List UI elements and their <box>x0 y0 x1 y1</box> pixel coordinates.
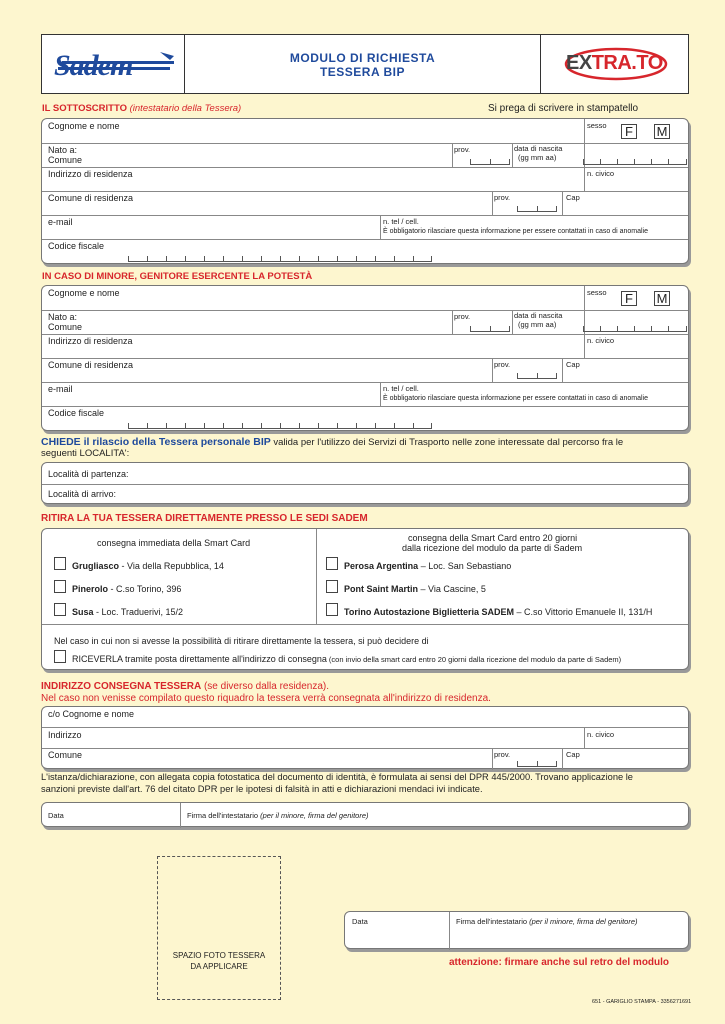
comune-res-label: Comune di residenza <box>48 360 134 370</box>
consegna-prov-input[interactable] <box>517 758 557 767</box>
susa-address: - Loc. Traduerivi, 15/2 <box>93 607 184 617</box>
obbligo-note: È obbligatorio rilasciare questa informazione per essere contattati in caso di anomalie <box>383 228 648 235</box>
col-divider <box>492 191 493 215</box>
torino-address: – C.so Vittorio Emanuele II, 131/H <box>514 607 653 617</box>
prov-res-input[interactable] <box>517 203 557 212</box>
row-divider <box>42 484 688 485</box>
header-title-line1: MODULO DI RICHIESTA <box>289 51 436 65</box>
firma-label-2-italic: (per il minore, firma del genitore) <box>527 917 638 926</box>
prov-res-input[interactable] <box>517 370 557 379</box>
section1-title-text: IL SOTTOSCRITTO <box>42 103 127 114</box>
perosa-name: Perosa Argentina <box>344 561 419 571</box>
extrato-logo <box>556 44 671 84</box>
extrato-to: .TO <box>631 52 663 74</box>
riceverla-small: (con invio della smart card entro 20 giorni dalla ricezione del modulo da parte di Sadem) <box>326 655 622 664</box>
foto-border <box>280 856 281 1000</box>
row-divider <box>42 191 688 192</box>
col-divider <box>452 310 453 334</box>
pinerolo-option <box>72 584 181 594</box>
pont-saint-martin-option <box>344 584 486 594</box>
foto-label <box>157 950 281 972</box>
consegna-civico-label: n. civico <box>587 730 615 739</box>
civico-label: n. civico <box>587 336 615 345</box>
col-divider <box>452 143 453 167</box>
row-divider <box>42 748 688 749</box>
row-divider <box>42 167 688 168</box>
extrato-logo-text <box>566 52 663 75</box>
prov-res-label: prov. <box>494 193 511 202</box>
firma-label-text: Firma dell'intestatario <box>187 811 259 820</box>
sex-m-checkbox[interactable]: M <box>654 124 670 139</box>
civico-label: n. civico <box>587 169 615 178</box>
cognome-input[interactable] <box>48 298 578 308</box>
riceverla-checkbox[interactable] <box>54 650 66 663</box>
firma-box-1 <box>41 802 689 827</box>
consegna-comune-label: Comune <box>48 750 83 760</box>
header-divider-right <box>540 34 541 94</box>
firma-box-2 <box>344 911 689 949</box>
right-head-1: consegna della Smart Card entro 20 giorni <box>408 533 578 543</box>
foto-border <box>157 856 281 857</box>
person-box-2 <box>41 285 689 431</box>
foto-label-line1: SPAZIO FOTO TESSERA <box>172 951 266 960</box>
extrato-ex: EX <box>566 52 592 74</box>
col-divider <box>449 912 450 950</box>
cognome-label: Cognome e nome <box>48 121 120 131</box>
row-divider <box>42 727 688 728</box>
susa-name: Susa <box>72 607 94 617</box>
col-divider <box>492 748 493 770</box>
torino-checkbox[interactable] <box>326 603 338 616</box>
cognome-input[interactable] <box>48 131 578 141</box>
prov-input[interactable] <box>470 323 510 332</box>
col-divider <box>492 358 493 382</box>
col-divider <box>512 310 513 334</box>
email-label: e-mail <box>48 217 73 227</box>
consegna-indirizzo-label: Indirizzo <box>48 730 82 740</box>
pont-saint-martin-checkbox[interactable] <box>326 580 338 593</box>
sesso-label: sesso <box>587 121 607 130</box>
prov-res-label: prov. <box>494 360 511 369</box>
localita-box <box>41 462 689 504</box>
row-divider <box>42 334 688 335</box>
extrato-tra: TRA <box>591 52 632 74</box>
col-divider <box>316 529 317 624</box>
col-divider <box>584 119 585 191</box>
grugliasco-option <box>72 561 224 571</box>
sex-m-checkbox[interactable]: M <box>654 291 670 306</box>
riceverla-text: RICEVERLA tramite posta direttamente all'indirizzo di consegna <box>72 654 327 664</box>
prov-label: prov. <box>454 312 471 321</box>
nel-caso-text: Nel caso in cui non si avesse la possibilità di ritirare direttamente la tessera, si può decidere di <box>54 636 429 646</box>
obbligo-note: È obbligatorio rilasciare questa informazione per essere contattati in caso di anomalie <box>383 395 648 402</box>
sesso-label: sesso <box>587 288 607 297</box>
cf-label: Codice fiscale <box>48 241 105 251</box>
torino-name: Torino Autostazione Biglietteria SADEM <box>344 607 515 617</box>
row-divider <box>42 310 688 311</box>
foto-area <box>157 856 281 1000</box>
cf-input[interactable] <box>128 420 432 429</box>
susa-checkbox[interactable] <box>54 603 66 616</box>
susa-option <box>72 607 183 617</box>
torino-option <box>344 607 652 617</box>
col-divider <box>584 286 585 358</box>
row-divider <box>42 406 688 407</box>
row-divider <box>42 358 688 359</box>
attenzione-note: attenzione: firmare anche sul retro del modulo <box>449 957 670 968</box>
col-divider <box>584 727 585 748</box>
stampatello-note: Si prega di scrivere in stampatello <box>488 103 639 114</box>
foto-label-line2: DA APPLICARE <box>190 962 248 971</box>
cf-input[interactable] <box>128 253 432 262</box>
cap-label: Cap <box>566 193 580 202</box>
left-head: consegna immediata della Smart Card <box>97 538 251 548</box>
firma-label-2-text: Firma dell'intestatario <box>456 917 528 926</box>
pinerolo-checkbox[interactable] <box>54 580 66 593</box>
dichiarazione-line1: L'istanza/dichiarazione, con allegata copia fotostatica del documento di identità, è formulata ai sensi del DPR 445/2000. Trovano applicazione le <box>41 772 633 782</box>
row-divider <box>42 143 688 144</box>
firma-label <box>187 811 369 820</box>
nato-label: Nato a: <box>48 145 78 155</box>
prov-label: prov. <box>454 145 471 154</box>
data-label-2: Data <box>352 917 368 926</box>
grugliasco-address: - Via della Repubblica, 14 <box>119 561 224 571</box>
col-divider <box>512 143 513 167</box>
consegna-cap-label: Cap <box>566 750 580 759</box>
header-title <box>185 51 540 79</box>
comune-res-label: Comune di residenza <box>48 193 134 203</box>
perosa-checkbox[interactable] <box>326 557 338 570</box>
chiede-bold: CHIEDE il rilascio della Tessera personale BIP <box>41 436 271 448</box>
firma-label-2 <box>456 917 638 926</box>
row-divider <box>42 624 688 625</box>
co-label: c/o Cognome e nome <box>48 709 135 719</box>
consegna-prov-label: prov. <box>494 750 511 759</box>
row-divider <box>42 382 688 383</box>
comune-nascita-label: Comune <box>48 322 83 332</box>
person-box-1 <box>41 118 689 264</box>
email-label: e-mail <box>48 384 73 394</box>
data-label: Data <box>48 811 64 820</box>
prov-input[interactable] <box>470 156 510 165</box>
pinerolo-address: - C.so Torino, 396 <box>108 584 182 594</box>
footer-text: 651 - GARIGLIO STAMPA - 3356271691 <box>592 999 692 1005</box>
data-nascita-label: data di nascita <box>514 311 563 320</box>
section2-title: IN CASO DI MINORE, GENITORE ESERCENTE LA POTESTÀ <box>42 271 313 282</box>
header-title-line2: TESSERA BIP <box>319 65 406 79</box>
consegna-title <box>41 681 329 692</box>
cf-label: Codice fiscale <box>48 408 105 418</box>
col-divider <box>380 382 381 406</box>
dichiarazione-text <box>41 771 691 795</box>
tel-label: n. tel / cell. <box>383 384 419 393</box>
sadem-logo-text: Sadem <box>54 49 133 82</box>
grugliasco-name: Grugliasco <box>72 561 120 571</box>
grugliasco-checkbox[interactable] <box>54 557 66 570</box>
chiede-rest: valida per l'utilizzo dei Servizi di Trasporto nelle zone interessate dal percorso fra le <box>270 437 624 448</box>
cap-label: Cap <box>566 360 580 369</box>
row-divider <box>42 239 688 240</box>
indirizzo-label: Indirizzo di residenza <box>48 336 133 346</box>
perosa-address: – Loc. San Sebastiano <box>418 561 512 571</box>
foto-border <box>157 856 158 1000</box>
col-divider <box>180 803 181 828</box>
foto-border <box>157 999 281 1000</box>
consegna-note: Nel caso non venisse compilato questo riquadro la tessera verrà consegnata all'indirizzo di residenza. <box>41 693 491 704</box>
sex-f-checkbox[interactable]: F <box>621 124 637 139</box>
pont-saint-martin-address: – Via Cascine, 5 <box>418 584 486 594</box>
consegna-title-rest: (se diverso dalla residenza). <box>201 681 330 692</box>
gg-label: (gg mm aa) <box>518 153 557 162</box>
col-divider <box>562 748 563 770</box>
sex-f-checkbox[interactable]: F <box>621 291 637 306</box>
col-divider <box>562 191 563 215</box>
gg-label: (gg mm aa) <box>518 320 557 329</box>
comune-nascita-label: Comune <box>48 155 83 165</box>
dichiarazione-line2: sanzioni previste dall'art. 76 del citato DPR per le ipotesi di falsità in atti e dichiarazioni mendaci ivi indicate. <box>41 784 483 794</box>
sadem-logo <box>50 46 178 84</box>
chiede-line2: seguenti LOCALITA': <box>41 448 130 459</box>
indirizzo-label: Indirizzo di residenza <box>48 169 133 179</box>
section1-title <box>42 103 241 114</box>
data-nascita-label: data di nascita <box>514 144 563 153</box>
consegna-title-bold: INDIRIZZO CONSEGNA TESSERA <box>41 681 202 692</box>
data-nascita-input[interactable] <box>583 323 687 332</box>
riceverla-option <box>72 654 621 664</box>
firma-label-italic: (per il minore, firma del genitore) <box>258 811 369 820</box>
pinerolo-name: Pinerolo <box>72 584 109 594</box>
tel-label: n. tel / cell. <box>383 217 419 226</box>
pont-saint-martin-name: Pont Saint Martin <box>344 584 418 594</box>
cognome-label: Cognome e nome <box>48 288 120 298</box>
right-head-2: dalla ricezione del modulo da parte di Sadem <box>402 543 583 553</box>
chiede-text <box>41 437 691 459</box>
nato-label: Nato a: <box>48 312 78 322</box>
consegna-box <box>41 706 689 769</box>
col-divider <box>380 215 381 239</box>
ritira-title: RITIRA LA TUA TESSERA DIRETTAMENTE PRESSO LE SEDI SADEM <box>41 513 368 524</box>
ritira-box <box>41 528 689 670</box>
partenza-label: Località di partenza: <box>48 469 129 479</box>
section1-subtitle: (intestatario della Tessera) <box>129 103 242 114</box>
row-divider <box>42 215 688 216</box>
perosa-option <box>344 561 511 571</box>
arrivo-label: Località di arrivo: <box>48 489 117 499</box>
col-divider <box>562 358 563 382</box>
data-nascita-input[interactable] <box>583 156 687 165</box>
